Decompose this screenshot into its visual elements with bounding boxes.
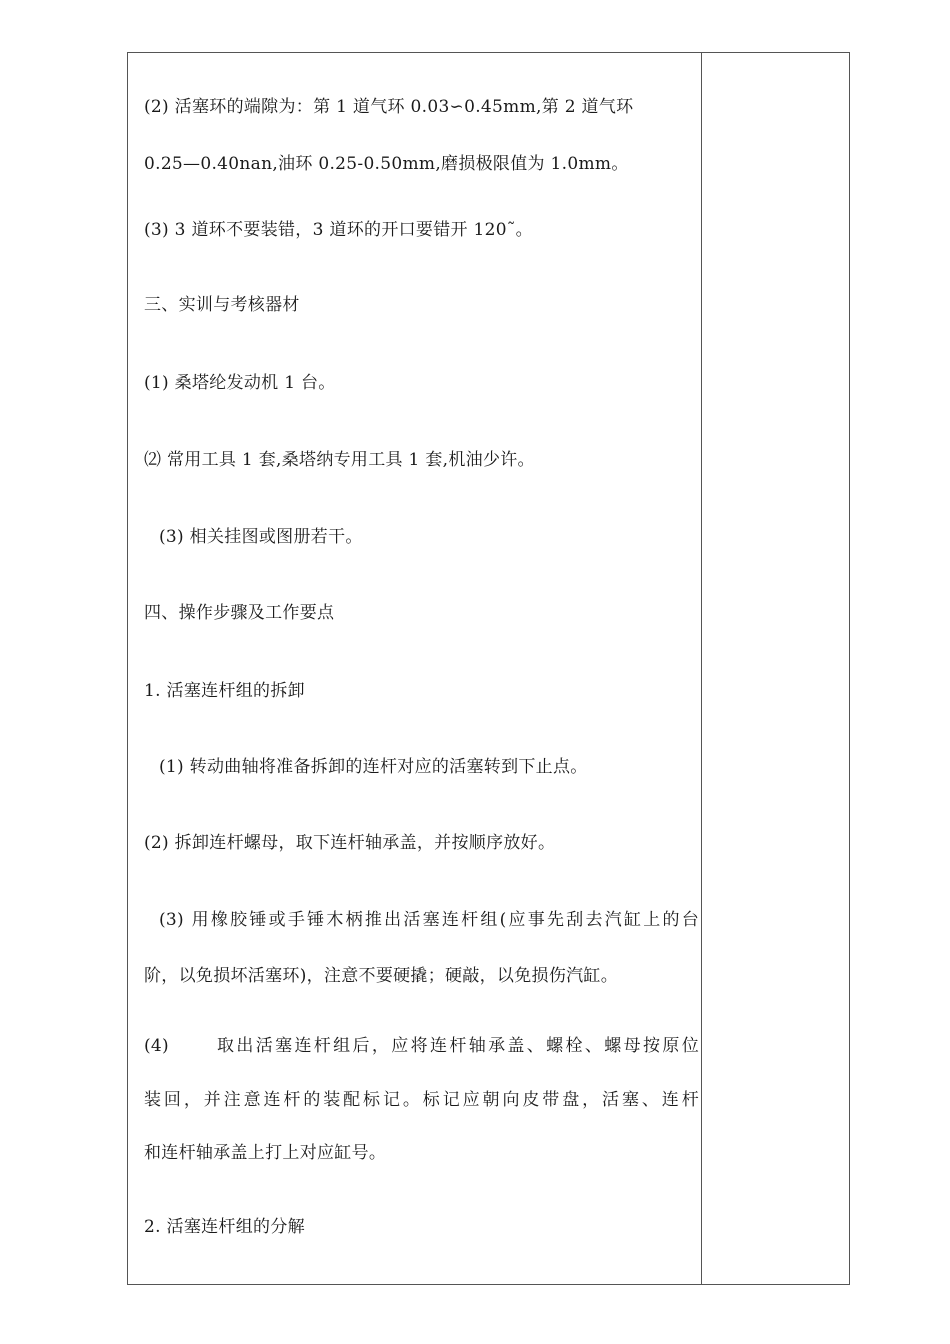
text-line-remove-nut: (2) 拆卸连杆螺母，取下连杆轴承盖，并按顺序放好。	[144, 833, 556, 853]
text-line-push-out-cont: 阶，以免损坏活塞环)，注意不要硬撬；硬敲，以免损伤汽缸。	[144, 966, 619, 986]
text-line-piston-ring-gap: (2) 活塞环的端隙为：第 1 道气环 0.03∽0.45mm,第 2 道气环	[144, 97, 634, 117]
text-line-step4-number: (4)	[144, 1036, 169, 1056]
text-line-engine: (1) 桑塔纶发动机 1 台。	[144, 373, 336, 393]
text-line-ring-gap-values: 0.25—0.40nan,油环 0.25-0.50mm,磨损极限值为 1.0mm。	[144, 154, 629, 174]
subsection-heading-removal: 1. 活塞连杆组的拆卸	[144, 681, 305, 701]
text-line-push-out: (3) 用橡胶锤或手锤木柄推出活塞连杆组(应事先刮去汽缸上的台	[159, 910, 699, 930]
text-line-step4-cont2: 和连杆轴承盖上打上对应缸号。	[144, 1143, 387, 1163]
text-line-rotate-crankshaft: (1) 转动曲轴将准备拆卸的连杆对应的活塞转到下止点。	[159, 757, 588, 777]
text-line-tools: ⑵ 常用工具 1 套,桑塔纳专用工具 1 套,机油少许。	[144, 450, 535, 470]
text-line-step4: 取出活塞连杆组后，应将连杆轴承盖、螺栓、螺母按原位	[217, 1036, 699, 1056]
text-line-ring-install: (3) 3 道环不要装错，3 道环的开口要错开 120˜。	[144, 220, 533, 240]
section-heading-procedure: 四、操作步骤及工作要点	[144, 603, 335, 623]
text-line-step4-cont1: 装回，并注意连杆的装配标记。标记应朝向皮带盘，活塞、连杆	[144, 1090, 699, 1110]
section-heading-equipment: 三、实训与考核器材	[144, 295, 300, 315]
table-frame	[127, 52, 850, 1285]
column-divider	[701, 53, 702, 1284]
subsection-heading-disassembly: 2. 活塞连杆组的分解	[144, 1217, 305, 1237]
text-line-charts: (3) 相关挂图或图册若干。	[159, 527, 363, 547]
